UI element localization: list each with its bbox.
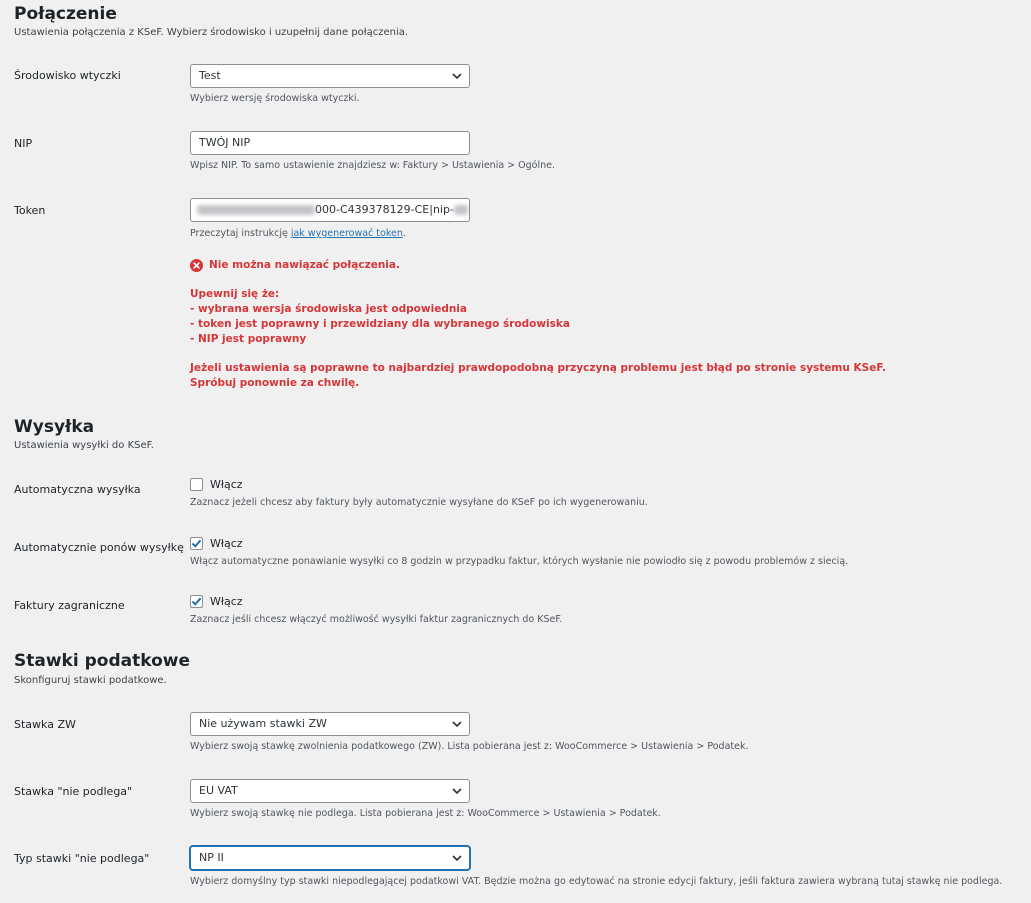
token-input[interactable] [190,198,470,222]
ponow-wysylke-checkbox-label: Włącz [210,537,243,550]
connection-error-headline-row [190,258,400,273]
token-instructions-link[interactable]: jak wygenerować token [290,228,403,239]
automatyczna-wysylka-checkbox-label: Włącz [210,478,243,491]
faktury-zagraniczne-checkbox[interactable] [190,595,203,608]
token-redacted-tail [454,205,468,215]
section-title-polaczenie: Połączenie [14,4,117,24]
srodowisko-description: Wybierz wersję środowiska wtyczki. [190,93,360,104]
stawka-nie-podlega-description: Wybierz swoją stawkę nie podlega. Lista pobierana jest z: WooCommerce > Ustawienia > Podatek. [190,808,661,819]
automatyczna-wysylka-checkbox[interactable] [190,478,203,491]
connection-error-footer: Jeżeli ustawienia są poprawne to najbardziej prawdopodobną przyczyną problemu jest błąd po stronie systemu KSeF. [190,362,886,374]
checkmark-icon [190,595,203,608]
typ-stawki-select-value: NP II [199,851,224,864]
section-description-polaczenie: Ustawienia połączenia z KSeF. Wybierz środowisko i uzupełnij dane połączenia. [14,27,409,38]
typ-stawki-select[interactable] [190,846,470,870]
chevron-down-icon [451,785,463,797]
faktury-zagraniczne-checkbox-label: Włącz [210,595,243,608]
section-description-wysylka: Ustawienia wysyłki do KSeF. [14,440,154,451]
section-title-stawki: Stawki podatkowe [14,651,190,671]
nip-description: Wpisz NIP. To samo ustawienie znajdziesz w: Faktury > Ustawienia > Ogólne. [190,160,556,171]
stawka-nie-podlega-select-value: EU VAT [199,784,238,797]
nip-input-value: TWÓJ NIP [199,136,251,149]
srodowisko-label: Środowisko wtyczki [14,69,121,82]
ponow-wysylke-toggle[interactable] [190,537,243,550]
stawka-nie-podlega-select[interactable] [190,779,470,803]
stawka-zw-select[interactable] [190,712,470,736]
chevron-down-icon [451,70,463,82]
typ-stawki-description: Wybierz domyślny typ stawki niepodlegającej podatkowi VAT. Będzie można go edytować na stronie edycji faktury, jeśli faktura zawiera wybraną tutaj stawkę nie podlega. [190,876,1003,887]
automatyczna-wysylka-label: Automatyczna wysyłka [14,483,141,496]
stawka-zw-select-value: Nie używam stawki ZW [199,717,327,730]
connection-error-footer-retry: Spróbuj ponownie za chwilę. [190,377,360,389]
connection-error-item: - NIP jest poprawny [190,333,307,345]
stawka-nie-podlega-label: Stawka "nie podlega" [14,785,133,798]
chevron-down-icon [451,718,463,730]
automatyczna-wysylka-toggle[interactable] [190,478,243,491]
connection-error-item: - token jest poprawny i przewidziany dla wybranego środowiska [190,318,570,330]
token-label: Token [14,204,46,217]
token-input-value: 000-C439378129-CE|nip- [315,203,454,216]
section-description-stawki: Skonfiguruj stawki podatkowe. [14,675,167,686]
typ-stawki-label: Typ stawki "nie podlega" [14,852,150,865]
ponow-wysylke-description: Włącz automatyczne ponawianie wysyłki co 8 godzin w przypadku faktur, których wysłanie nie powiodło się z powodu problemów z siecią. [190,556,849,567]
connection-error-item: - wybrana wersja środowiska jest odpowiednia [190,303,467,315]
connection-error-headline: Nie można nawiązać połączenia. [209,259,400,271]
token-redacted-part [197,205,315,215]
nip-label: NIP [14,137,33,150]
chevron-down-icon [451,852,463,864]
checkmark-icon [190,537,203,550]
token-description-suffix: . [402,228,406,239]
faktury-zagraniczne-label: Faktury zagraniczne [14,599,125,612]
faktury-zagraniczne-description: Zaznacz jeśli chcesz włączyć możliwość wysyłki faktur zagranicznych do KSeF. [190,614,563,625]
faktury-zagraniczne-toggle[interactable] [190,595,243,608]
error-icon [190,259,203,272]
stawka-zw-label: Stawka ZW [14,718,76,731]
nip-input[interactable] [190,131,470,155]
ponow-wysylke-label: Automatycznie ponów wysyłkę [14,541,184,554]
section-title-wysylka: Wysyłka [14,417,95,437]
srodowisko-select-value: Test [199,69,221,82]
srodowisko-select[interactable] [190,64,470,88]
automatyczna-wysylka-description: Zaznacz jeżeli chcesz aby faktury były automatycznie wysyłane do KSeF po ich wygenerowaniu. [190,497,648,508]
token-description-prefix: Przeczytaj instrukcję [190,228,291,239]
connection-error-intro: Upewnij się że: [190,288,280,300]
token-description [190,228,406,239]
stawka-zw-description: Wybierz swoją stawkę zwolnienia podatkowego (ZW). Lista pobierana jest z: WooCommerce > Ustawienia > Podatek. [190,741,749,752]
ponow-wysylke-checkbox[interactable] [190,537,203,550]
